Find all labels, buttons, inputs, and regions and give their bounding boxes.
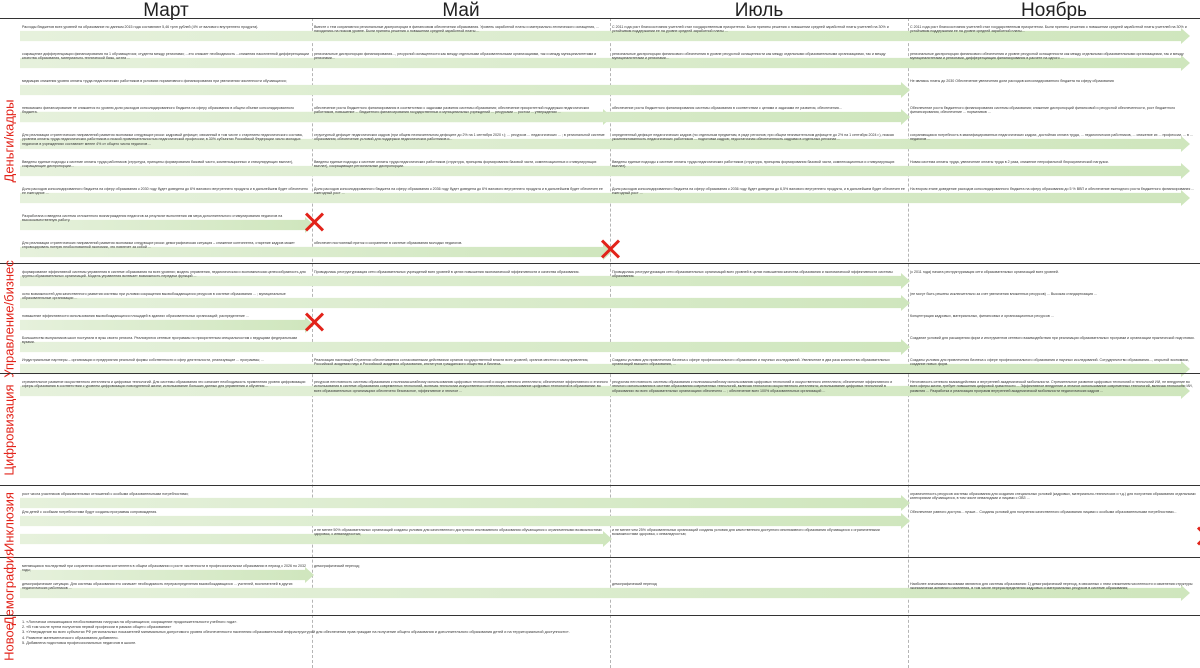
cell-text: демографические ситуации. Для системы образования это означает необходимость перераспределения высвобождающихся ... учителей, воспитателей в других педагогических работников ... [22, 582, 293, 591]
cell-text: обеспечен постоянный приток и сохранение в системе образования молодых педагогов. [314, 241, 463, 245]
cell-text: С 2011 года рост благосостояния учителей стал государственным приоритетом. Были приняты решения о повышении средней заработной платы учителей на 30% и устойчивом поддержании ее на уровне средней заработной платы ... [612, 25, 889, 34]
cell-text: Вместе с тем сохраняются региональные диспропорции в финансовом обеспечении образования. Уровень заработной платы и материально-технического оснащения, ... находились на низком уровне. Были приняты решения о повышении средней заработной платы ... [314, 25, 600, 34]
cancelled-cross-icon [1196, 526, 1200, 546]
month-header-march: Март [143, 0, 189, 21]
cell-text: Проводилась реструктуризация сети образовательных учреждений всех уровней в целях повышения экономической эффективности и качества образования. [314, 270, 580, 274]
footnote: 3. «Утверждение во всех субъектах РФ региональных показателей минимальных допустимого уровня обеспеченности населения образовательной инфраструктурой для обеспечения прав граждан на получение общего образования и дополнительного образования детей и на территориальной доступности». [22, 630, 570, 635]
cell-text: Обеспечение роста бюджетного финансирования системы образования; снижение диспропорций финансовой и ресурсной обеспеченности, рост бюджетного финансирования, обеспечение ... нормативов ... [910, 106, 1176, 115]
cell-text: и не менее чем 25% образовательных организаций созданы условия для качественного доступного инклюзивного образования обучающихся с ограниченными возможностями здоровья, с инвалидностью; [612, 528, 880, 537]
footnote: 2. «В том числе путем получения первой профессии в рамках общего образования» [22, 625, 172, 630]
cell-text: Доля расходов консолидированного бюджета на сферу образования к 2036 году будет доведена до 6,5% валового внутреннего продукта, и в дальнейшем будет обеспечен ее ежегодный рост ... [612, 187, 905, 196]
cell-text: Не являясь платы до 2030 Обеспечение увеличения доли расходов консолидированного бюджета на сферу образования [910, 79, 1114, 83]
cell-text: формирование эффективной системы управления в системе образования на всех уровнях; модель управления, педагогическая и экономическая целесообразность для группы образовательных организаций. Модель управления включает возможность передачи функций ... [22, 270, 306, 279]
cell-text: Для детей с особыми потребностями будут созданы программы сопровождения. [22, 510, 158, 514]
cell-text: С 2011 года рост благосостояния учителей стал государственным приоритетом. Были приняты решения о повышении средней заработной платы учителей на 30% и устойчивом поддержании ее на уровне средней заработной платы... [910, 25, 1187, 34]
cell-text: сохраняющаяся потребность в квалифицированных педагогических кадрах, достойная оплата труда, ... педагогических работников, ... снижение их ... профессии, ... в ... педагогов ... [910, 133, 1193, 142]
cell-text: меняющаяся последствий при сохранении снижения контингента в общем образовании и росте численности в профессиональном образовании в период с 2026 по 2032 годы; [22, 564, 306, 573]
cell-text: и не менее 50% образовательных организаций созданы условия для качественного доступного инклюзивного образования обучающихся с ограниченными возможностями здоровья, с инвалидностью; [314, 528, 602, 537]
cell-text: обеспечение роста бюджетного финансирования в соответствии с задачами развития системы образования; обеспечение приоритетной поддержки педагогических работников, повышение ... бюджетного финансирования государственных и муниципальных учреждений ... ресурсами ... ростом ... утверждении ... [314, 106, 590, 115]
section-management-business [0, 259, 1200, 378]
footnote: 5. Добавлена подготовка профессиональных педагогов в школе. [22, 640, 137, 645]
cell-text: Создание условий для расширения форм и инструментов сетевого взаимодействия при реализации образовательных программ и организации практической подготовки. [910, 336, 1195, 340]
cell-text: стремительное развитие искусственного интеллекта и цифровых технологий. Для системы образования это означает необходимость применения уровня цифровизации сферы образования в соответствии с уровнем цифровизации повседневной жизни; использование больших данных для управления и обучения ... [22, 380, 306, 389]
cell-text: ограниченность ресурсов системы образования для создания специальных условий (кадровых, материально-технических и т.д.) для получения образования отдельными категориями обучающихся, в том числе инвалидами и лицами с ОВЗ ... [910, 492, 1196, 501]
section-label [0, 374, 18, 485]
cell-text: (не могут быть решены исключительно за счет увеличения вложенных ресурсов) ... Высокая стандартизация ... [910, 292, 1097, 296]
month-header-november: Ноябрь [1021, 0, 1087, 21]
cell-text: невозможно финансирование не снижается по уровню доли расходов консолидированного бюджета на сферу образования в общем объеме консолидированного бюджета. [22, 106, 294, 115]
section-label [0, 19, 18, 263]
cell-text: сокращение дифференциации финансирования на 1 обучающегося; студента между регионами; ...это снижает необходимость ...снижения накопленной дифференциации качества образования, материально-технической базы, штата ... [22, 52, 309, 61]
cell-text: демографический переход; [314, 564, 360, 568]
section-label [0, 259, 18, 378]
cell-text: Реализация настоящей Стратегии обеспечивается согласованными действиями органов государственной власти всех уровней, органов местного самоуправления, Российской академии наук и Российской академии образования, институтов гражданского общества и бизнеса. [314, 358, 589, 367]
section-inclusion [0, 485, 1200, 557]
cancelled-cross-icon [600, 239, 620, 259]
section-label [0, 486, 18, 557]
cell-text: обеспечение роста бюджетного финансирования системы образования в соответствии с целями и задачами ее развития, обеспечения... [612, 106, 842, 110]
cell-text: Введены единые подходы к системе оплаты труда педагогических работников (структура, принципы формирования базовой части, компенсационных и стимулирующих выплат), сокращающие региональные диспропорции. [314, 160, 597, 169]
section-label-text: Новое [1, 623, 17, 661]
cell-text: Новая система оплаты труда, увеличение оплаты труда в 2 раза, снижение непрофильной бюрократической нагрузки. [910, 160, 1109, 164]
cell-text: Введены единые подходы к системе оплаты труда работников (структура, принципы формирования базовой части, компенсационных и стимулирующих выплат), сокращающие диспропорции... [22, 160, 294, 169]
cell-text: осно возможностей для качественного развития системы при условии сокращения высвобождающихся ресурсов в системе образования ... ; муниципальные образовательные организации ... [22, 292, 286, 301]
cell-text: ресурсов неготовность системы образования к полномасштабному использованию цифровых технологий и искусственного интеллекта; обеспечение эффективного и этичного использования в системе образования современных технологий, включая технологии искусственного интеллекта; использование цифровых технологий в образовании: во всех образовательных организациях обеспечено безопасное, эффективное и этичное ... [314, 380, 608, 393]
cell-text: Доля расходов консолидированного бюджета на сферу образования к 2030 году будет доведена до 6% валового внутреннего продукта и в дальнейшем будет обеспечено ее ежегодное ... [22, 187, 308, 196]
cell-text: ресурсная неготовность системы образования к полномасштабному использованию цифровых технологий и искусственного интеллекта; обеспечение эффективного и этичного использования в системе образования современных технологий, включая технологии искусственного интеллекта; использование цифровых технологий в образовании: во всех образовательных организациях обеспечено ... ; обеспечение всех 100% образовательных организаций ... [612, 380, 893, 393]
cell-text: рост числа участников образовательных отношений с особыми образовательными потребностями; [22, 492, 189, 496]
cell-text: региональные диспропорции финансового обеспечения и уровне ресурсной оснащенности как между отдельными образовательными организациями, так и между муниципалитетами и регионами, дифференциация финансирования в расчете на одного ... [910, 52, 1184, 61]
cell-text: демографический переход [612, 582, 657, 586]
cell-text: Обеспечение равного доступа... лучше... Созданы условий для получения качественного образования лицами с особыми образовательными потребностями... [910, 510, 1177, 514]
cell-text: Созданы условия для привлечения бизнеса к сфере профессионального образования и научных исследований. Увеличение в два раза количества образовательных организаций высшего образования, ... [612, 358, 890, 367]
cell-text: Наиболее значимыми вызовами являются для системы образования: 1) демографический переход, в связанных с этим снижением численности и изменения структуры экономически активного населения, в том числе перераспределения кадровых и материальных ресурсов в системе образования; [910, 582, 1193, 591]
section-label-text: Деньги/кадры [1, 99, 17, 183]
cell-text: (с 2011 года) начата реструктуризация сети образовательных организаций всех уровней. [910, 270, 1059, 274]
cancelled-cross-icon [304, 312, 324, 332]
section-money-staff [0, 18, 1200, 263]
section-label-text: Демография [1, 548, 17, 625]
month-header-july: Июль [734, 0, 784, 21]
cell-text: Большинство выпускников школ поступили в вузы своего региона. Реализуются сетевые программы по приоритетным специальностям с ведущими федеральными вузами. [22, 336, 298, 345]
month-header-may: Май [442, 0, 480, 21]
cell-text: определенный дефицит педагогических кадров (по отдельным предметам, в ряде регионов; при общем незначительном дефиците до 2% на 1 сентября 2024 г.), низкая укомплектованность педагогических работников ... подготовки кадров; недостаточная обеспеченность кадрами в отдельных регионах ... [612, 133, 894, 142]
cell-text: Концентрация кадровых, материальных, финансовых и организационных ресурсов ... [910, 314, 1054, 318]
footnote: 1. «Логически снижающаяся необоснованная нагрузка на обучающихся; сокращение продолжительности учебного года». [22, 620, 238, 624]
section-label-text: Цифровизация [1, 383, 17, 476]
cell-text: структурный дефицит педагогических кадров (при общем незначительном дефиците до 2% на 1 сентября 2020 г.); ... ресурсов ... педагогических ... ; в региональной системе образования; обеспечение условий для поддержки педагогических работников и... [314, 133, 605, 142]
footnotes [22, 620, 582, 646]
cell-text: Созданы условия для привлечения бизнеса к сфере профессионального образования и научных исследований. Сотрудничество образования..., открытой экономики, создание новых форм. [910, 358, 1189, 367]
cell-text: На втором этапе доведение расходов консолидированного бюджета на сферу образования до 5 % ВВП и обеспечение ежегодного роста бюджетного финансирования ... [910, 187, 1195, 191]
cell-text: Доля расходов консолидированного бюджета на сферу образования к 2036 году будет доведена до 6% валового внутреннего продукта и в дальнейшем будет обеспечен ее ежегодный рост ... [314, 187, 603, 196]
cell-text: Проводилась реструктуризация сети образовательных организаций всех уровней в целях повышения качества образования и экономической эффективности системы образования. [612, 270, 893, 279]
cell-text: Неготовность сетевого взаимодействия и внутренней академической мобильности. Стремительное развитие цифровых технологий и технологий ИИ, не внедрение во всех сферы жизни, требует повышения цифровой грамотности ... Эффективное внедрение и этичное использование современных технологий, включая технологии ИИ, развития ... Разработка и реализация программ внутренней академической мобильности педагогических кадров ... [910, 380, 1193, 393]
cell-text: Разработана и введена система отложенного вознаграждения педагогов за результат выполнения им мера дополнительного стимулирования педагогов на высококачественную работу. [22, 214, 283, 223]
section-label [0, 548, 18, 625]
footnote: 4. Развитие математического образования добавлено. [22, 635, 119, 640]
cell-text: медиацию снижения уровня оплаты труда педагогических работников в условиях нормативного финансирования при увеличении численности обучающихся; [22, 79, 287, 83]
cell-text: Для реализации стратегических направлений развития экономики следующие риски: демографическая ситуация – снижение контингента, старение кадров может спровоцировать потерю необоснованной экономии, что повлечет за собой ... [22, 241, 295, 250]
section-label-text: Управление/бизнес [1, 259, 17, 378]
cell-text: региональные диспропорции финансирования..., ресурсной оснащенности как между отдельными образовательными организациями, так и между муниципалитетами и регионами... [314, 52, 597, 61]
section-label-text: Инклюзия [1, 491, 17, 552]
cell-text: региональные диспропорции финансового обеспечения в уровне ресурсной оснащенности как между отдельными образовательными организациями, так и между муниципалитетами и регионами... [612, 52, 886, 61]
cancelled-cross-icon [304, 212, 324, 232]
cell-text: Расходы бюджетов всех уровней на образование по данным 2015 года составляют 5,46 трлн рублей (4% от валового внутреннего продукта). [22, 25, 259, 29]
cell-text: Для реализации стратегических направлений развития экономики следующие риски: кадровый дефицит, связанный в том числе с старением педагогического состава, уровнем оплаты труда педагогических работников и низкой привлекательностью педагогической профессии; в 30% субъектах Российской Федерации число молодых педагогов в учреждениях составляет менее 4% от общего числа педагогов ... [22, 133, 303, 146]
cell-text: Введены единые подходы к системе оплаты труда педагогических работников (структура, принципы формирования базовой части, компенсационных и стимулирующих выплат). [612, 160, 895, 169]
cell-text: Индустриальные партнеры – организации и предприятия реальной формы собственности и сфер деятельности, реализующие ... программы; ... [22, 358, 265, 362]
cell-text: повышение эффективности использования высвобождающихся площадей в зданиях образовательных организаций; распределение ... [22, 314, 249, 318]
section-digitalization [0, 373, 1200, 485]
section-label [0, 616, 18, 668]
